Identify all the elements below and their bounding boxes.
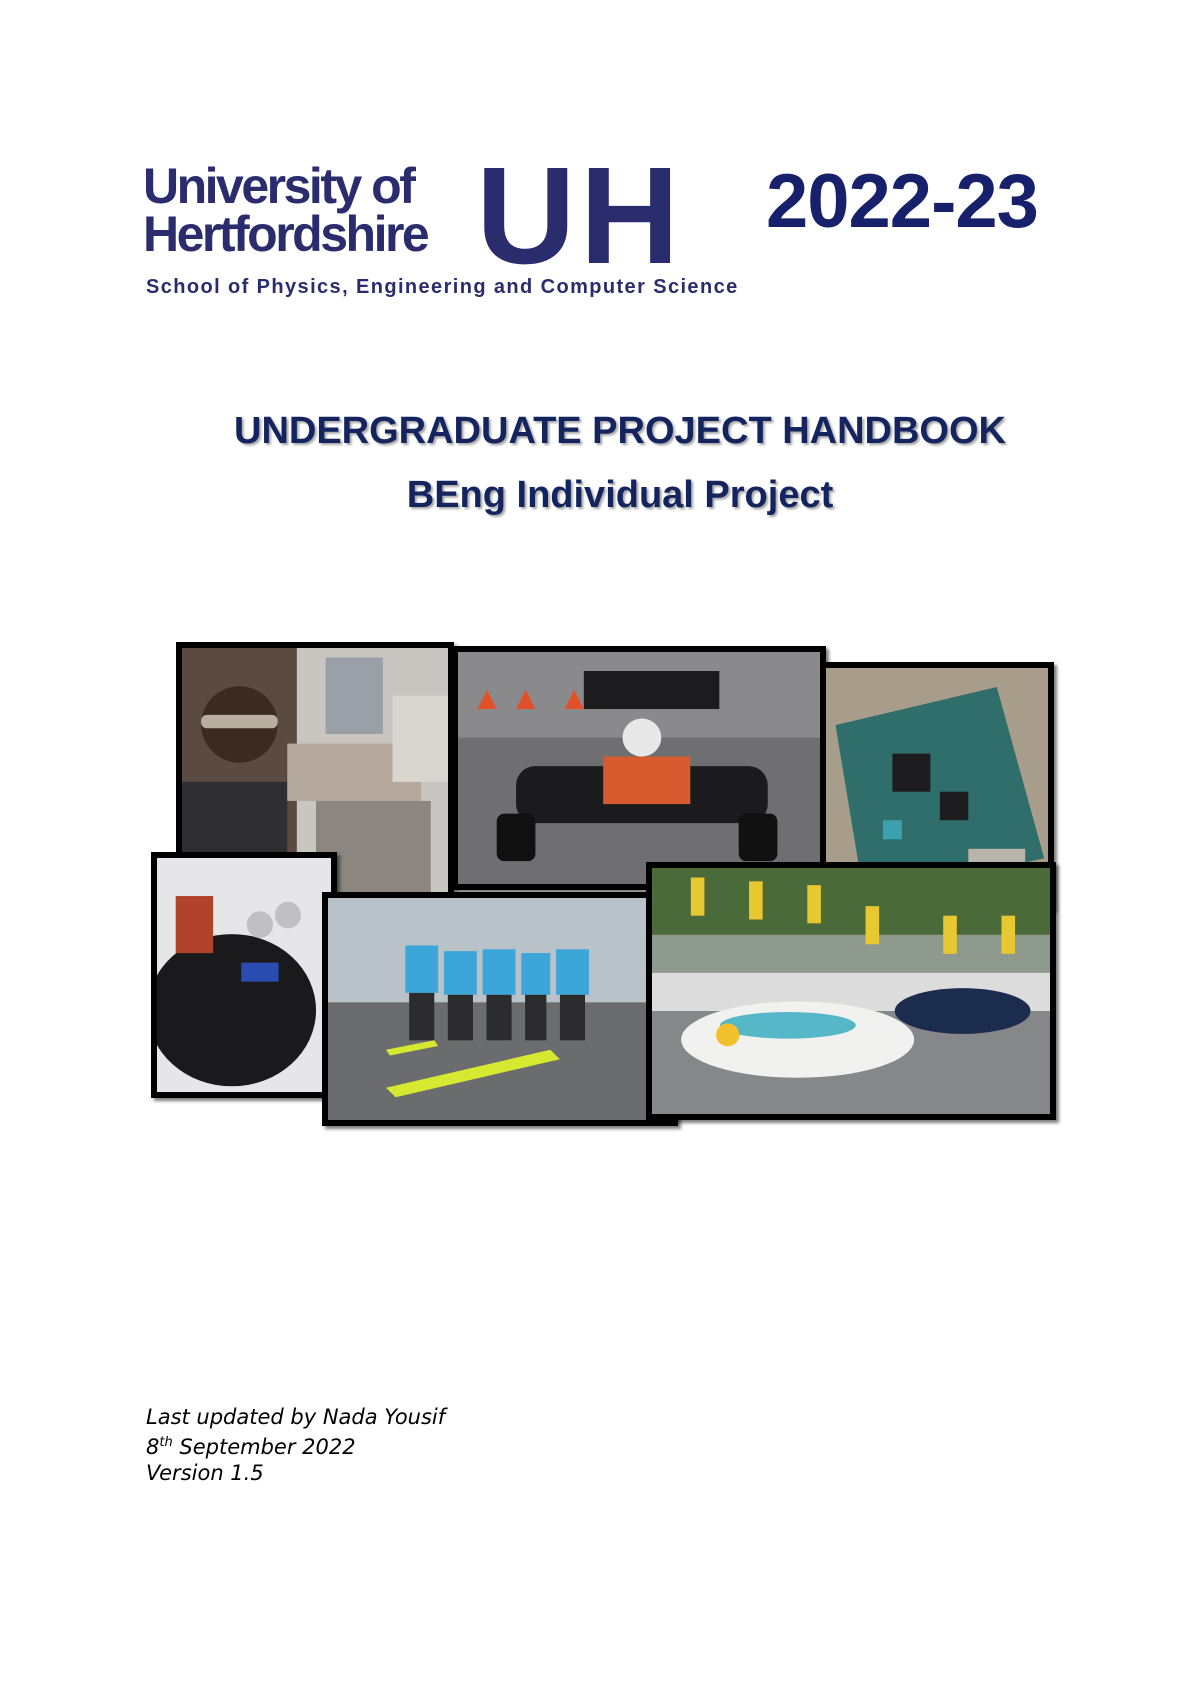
academic-year: 2022-23 — [766, 159, 1038, 244]
document-version: Version 1.5 — [146, 1461, 264, 1485]
date-day: 8 — [146, 1435, 160, 1459]
logo-mark-h: H — [579, 139, 676, 293]
update-date — [146, 1430, 445, 1460]
handbook-title: UNDERGRADUATE PROJECT HANDBOOK — [234, 410, 1006, 452]
logo-line-2: Hertfordshire — [143, 206, 428, 262]
school-name: School of Physics, Engineering and Computer Science — [146, 276, 739, 298]
university-logo-wordmark — [143, 158, 428, 262]
last-updated-by: Last updated by Nada Yousif — [146, 1405, 446, 1429]
photo-eco-cars — [646, 862, 1056, 1120]
uh-logo-mark — [476, 139, 676, 293]
logo-mark-u: U — [476, 139, 572, 293]
handbook-subtitle: BEng Individual Project — [406, 474, 834, 516]
logo-line-1: University of — [143, 158, 414, 214]
photo-team-aircraft — [322, 892, 678, 1126]
photo-race-car — [452, 646, 826, 890]
date-suffix: th — [159, 1435, 173, 1450]
date-rest: September 2022 — [172, 1435, 356, 1459]
photo-robot — [151, 852, 337, 1098]
document-credits — [146, 1404, 445, 1486]
